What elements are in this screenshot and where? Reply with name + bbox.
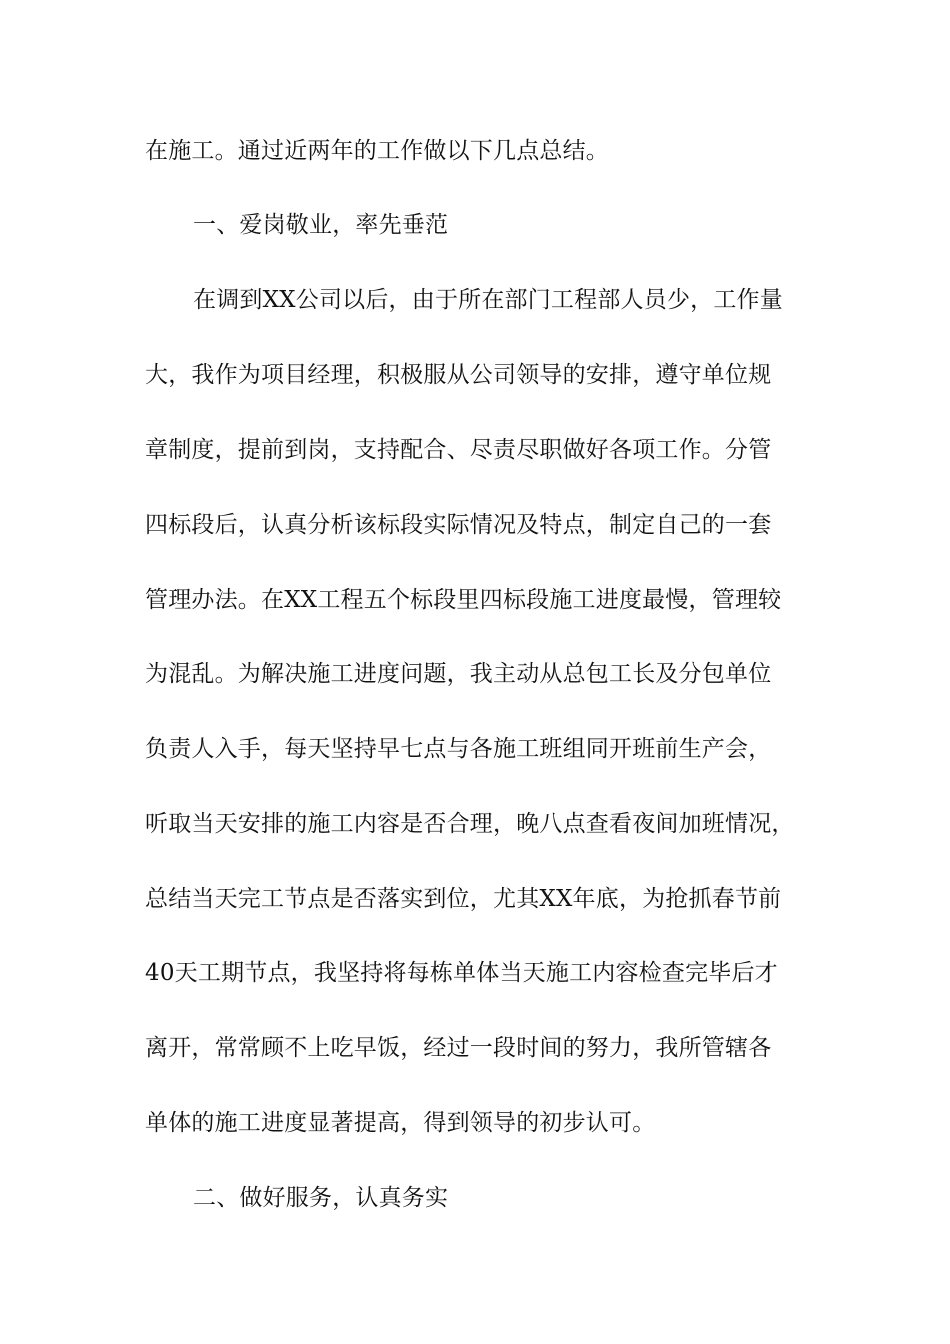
paragraph-line: 听取当天安排的施工内容是否合理，晚八点查看夜间加班情况， xyxy=(145,811,795,837)
section-heading: 一、爱岗敬业，率先垂范 xyxy=(193,212,449,238)
paragraph-line: 四标段后，认真分析该标段实际情况及特点，制定自己的一套 xyxy=(145,512,772,538)
paragraph-line: 大，我作为项目经理，积极服从公司领导的安排，遵守单位规 xyxy=(145,362,772,388)
paragraph-line: 单体的施工进度显著提高，得到领导的初步认可。 xyxy=(145,1110,656,1136)
section-heading: 二、做好服务，认真务实 xyxy=(193,1185,449,1211)
paragraph-line: 离开，常常顾不上吃早饭，经过一段时间的努力，我所管辖各 xyxy=(145,1035,772,1061)
paragraph-line: 为混乱。为解决施工进度问题，我主动从总包工长及分包单位 xyxy=(145,661,772,687)
paragraph-line: 40天工期节点，我坚持将每栋单体当天施工内容检查完毕后才 xyxy=(145,960,778,986)
paragraph-line: 在施工。通过近两年的工作做以下几点总结。 xyxy=(145,138,609,164)
paragraph-line: 总结当天完工节点是否落实到位，尤其XX年底，为抢抓春节前 xyxy=(145,886,782,912)
paragraph-line: 在调到XX公司以后，由于所在部门工程部人员少，工作量 xyxy=(193,287,783,313)
paragraph-line: 章制度，提前到岗，支持配合、尽责尽职做好各项工作。分管 xyxy=(145,437,772,463)
paragraph-line: 负责人入手，每天坚持早七点与各施工班组同开班前生产会， xyxy=(145,736,772,762)
paragraph-line: 管理办法。在XX工程五个标段里四标段施工进度最慢，管理较 xyxy=(145,587,782,613)
